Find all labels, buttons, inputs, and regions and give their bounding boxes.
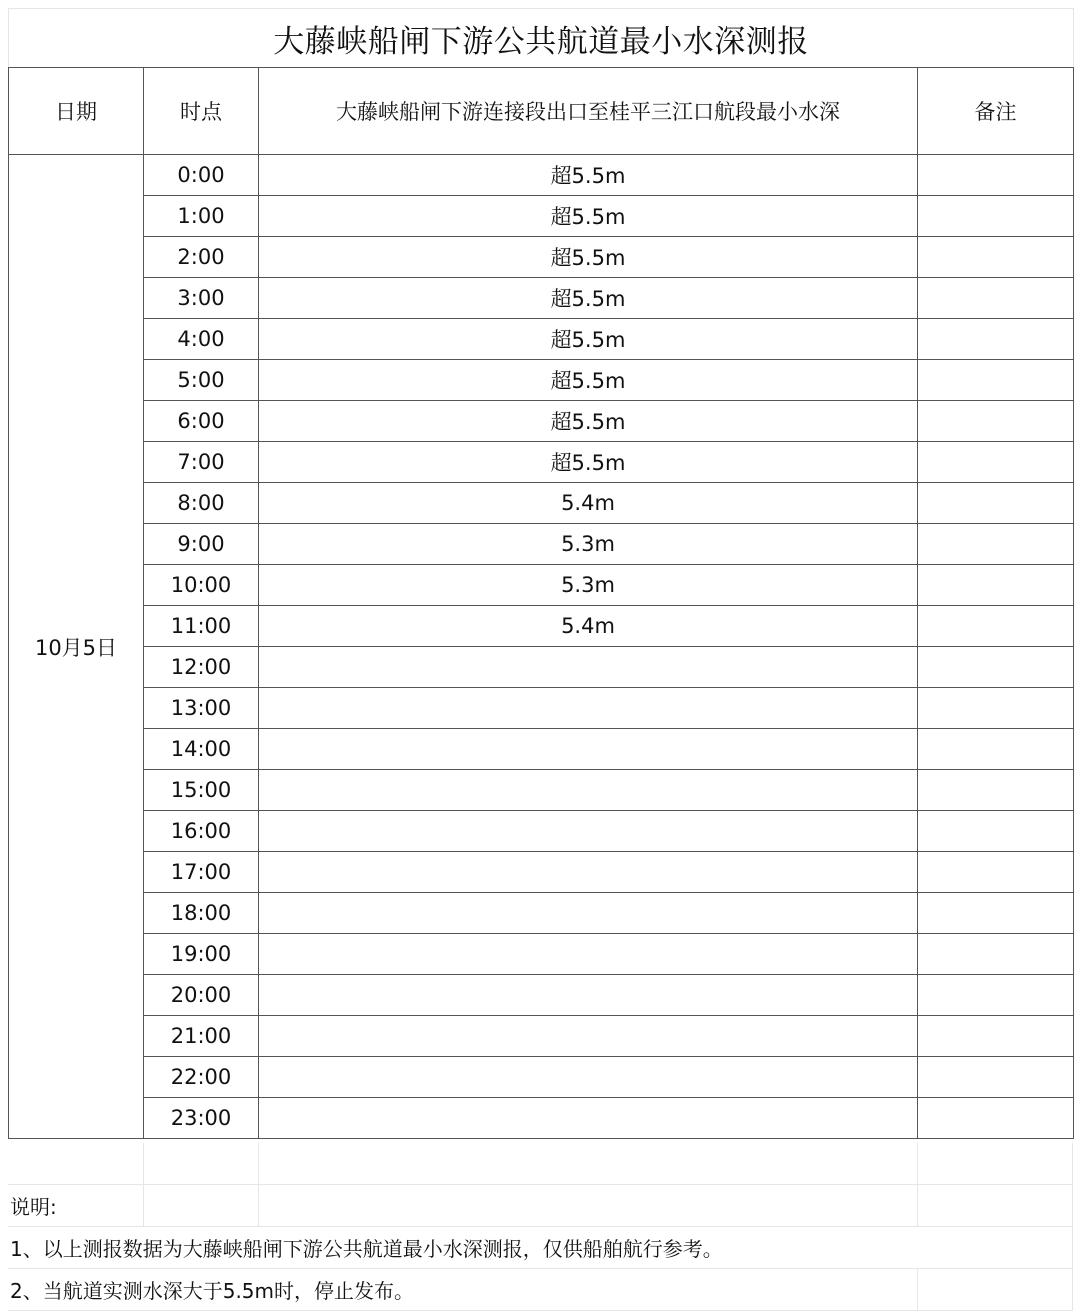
table-row — [9, 278, 1074, 319]
table-row — [9, 155, 1074, 196]
remark-cell — [918, 729, 1074, 770]
time-cell: 11:00 — [144, 606, 259, 647]
remark-cell — [918, 278, 1074, 319]
header-time: 时点 — [144, 68, 259, 155]
remark-cell — [918, 483, 1074, 524]
table-row — [9, 688, 1074, 729]
time-cell: 4:00 — [144, 319, 259, 360]
table-row — [9, 975, 1074, 1016]
depth-cell — [259, 647, 918, 688]
depth-cell — [259, 852, 918, 893]
remark-cell — [918, 688, 1074, 729]
table-row — [9, 442, 1074, 483]
remark-cell — [918, 155, 1074, 196]
notes-item-1: 1、以上测报数据为大藤峡船闸下游公共航道最小水深测报，仅供船舶航行参考。 — [10, 1237, 723, 1261]
depth-cell: 超5.5m — [259, 278, 918, 319]
depth-cell — [259, 770, 918, 811]
table-row — [9, 1057, 1074, 1098]
time-cell: 2:00 — [144, 237, 259, 278]
remark-cell — [918, 975, 1074, 1016]
depth-cell: 超5.5m — [259, 196, 918, 237]
time-cell: 21:00 — [144, 1016, 259, 1057]
remark-cell — [918, 1098, 1074, 1139]
time-cell: 8:00 — [144, 483, 259, 524]
remark-cell — [918, 852, 1074, 893]
table-row — [9, 770, 1074, 811]
depth-cell — [259, 1098, 918, 1139]
depth-cell: 超5.5m — [259, 237, 918, 278]
depth-cell: 超5.5m — [259, 442, 918, 483]
depth-cell — [259, 975, 918, 1016]
depth-cell: 5.3m — [259, 524, 918, 565]
time-cell: 17:00 — [144, 852, 259, 893]
remark-cell — [918, 319, 1074, 360]
table-body — [9, 155, 1074, 1139]
table-row — [9, 1016, 1074, 1057]
time-cell: 18:00 — [144, 893, 259, 934]
remark-cell — [918, 1057, 1074, 1098]
table-row — [9, 319, 1074, 360]
time-cell: 14:00 — [144, 729, 259, 770]
notes-blank-row — [8, 1143, 1073, 1185]
time-cell: 5:00 — [144, 360, 259, 401]
depth-cell: 超5.5m — [259, 155, 918, 196]
depth-cell — [259, 1057, 918, 1098]
date-cell: 10月5日 — [9, 155, 144, 1139]
remark-cell — [918, 565, 1074, 606]
table-row — [9, 934, 1074, 975]
depth-cell — [259, 893, 918, 934]
depth-cell — [259, 1016, 918, 1057]
depth-cell — [259, 811, 918, 852]
table-row — [9, 1098, 1074, 1139]
depth-cell: 超5.5m — [259, 401, 918, 442]
header-remark: 备注 — [918, 68, 1074, 155]
time-cell: 19:00 — [144, 934, 259, 975]
depth-cell — [259, 729, 918, 770]
table-row — [9, 606, 1074, 647]
notes-item-2: 2、当航道实测水深大于5.5m时，停止发布。 — [10, 1279, 415, 1303]
report-title: 大藤峡船闸下游公共航道最小水深测报 — [8, 8, 1074, 68]
remark-cell — [918, 811, 1074, 852]
remark-cell — [918, 770, 1074, 811]
time-cell: 23:00 — [144, 1098, 259, 1139]
time-cell: 7:00 — [144, 442, 259, 483]
notes-heading: 说明: — [10, 1195, 57, 1219]
time-cell: 12:00 — [144, 647, 259, 688]
depth-cell: 5.4m — [259, 606, 918, 647]
table-row — [9, 647, 1074, 688]
depth-cell — [259, 934, 918, 975]
notes-item-row — [8, 1227, 1073, 1269]
table-row — [9, 196, 1074, 237]
time-cell: 13:00 — [144, 688, 259, 729]
header-row — [9, 68, 1074, 155]
table-row — [9, 565, 1074, 606]
table-row — [9, 893, 1074, 934]
depth-cell: 超5.5m — [259, 360, 918, 401]
time-cell: 20:00 — [144, 975, 259, 1016]
table-row — [9, 237, 1074, 278]
time-cell: 0:00 — [144, 155, 259, 196]
time-cell: 10:00 — [144, 565, 259, 606]
remark-cell — [918, 442, 1074, 483]
table-row — [9, 811, 1074, 852]
remark-cell — [918, 934, 1074, 975]
depth-cell: 超5.5m — [259, 319, 918, 360]
table-row — [9, 483, 1074, 524]
remark-cell — [918, 237, 1074, 278]
table-row — [9, 852, 1074, 893]
remark-cell — [918, 1016, 1074, 1057]
table-row — [9, 729, 1074, 770]
remark-cell — [918, 647, 1074, 688]
depth-cell: 5.3m — [259, 565, 918, 606]
notes-section — [8, 1143, 1073, 1311]
time-cell: 1:00 — [144, 196, 259, 237]
time-cell: 16:00 — [144, 811, 259, 852]
time-cell: 3:00 — [144, 278, 259, 319]
remark-cell — [918, 893, 1074, 934]
remark-cell — [918, 360, 1074, 401]
remark-cell — [918, 606, 1074, 647]
table-row — [9, 360, 1074, 401]
depth-table — [8, 67, 1074, 1139]
notes-heading-row — [8, 1185, 1073, 1227]
remark-cell — [918, 401, 1074, 442]
header-depth: 大藤峡船闸下游连接段出口至桂平三江口航段最小水深 — [259, 68, 918, 155]
table-row — [9, 524, 1074, 565]
header-date: 日期 — [9, 68, 144, 155]
depth-cell — [259, 688, 918, 729]
table-row — [9, 401, 1074, 442]
depth-cell: 5.4m — [259, 483, 918, 524]
time-cell: 15:00 — [144, 770, 259, 811]
remark-cell — [918, 196, 1074, 237]
time-cell: 22:00 — [144, 1057, 259, 1098]
remark-cell — [918, 524, 1074, 565]
time-cell: 6:00 — [144, 401, 259, 442]
notes-item-row — [8, 1269, 1073, 1311]
time-cell: 9:00 — [144, 524, 259, 565]
